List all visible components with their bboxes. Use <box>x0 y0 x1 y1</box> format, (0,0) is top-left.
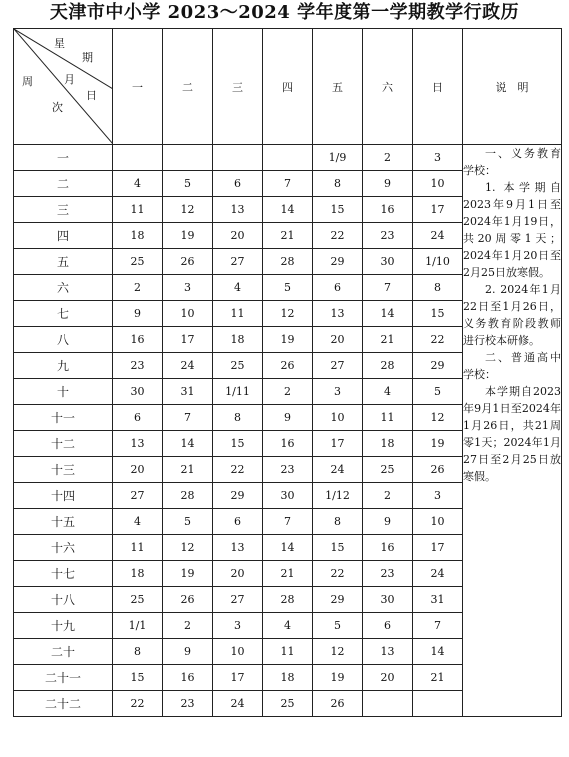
day-cell: 12 <box>163 535 213 561</box>
day-cell: 22 <box>313 223 363 249</box>
day-cell: 18 <box>213 327 263 353</box>
day-cell: 7 <box>263 171 313 197</box>
day-header-fri: 五 <box>313 29 363 145</box>
week-number: 七 <box>14 301 113 327</box>
day-cell: 11 <box>213 301 263 327</box>
notes-header: 说 明 <box>463 29 562 145</box>
day-cell: 6 <box>213 171 263 197</box>
day-cell: 10 <box>313 405 363 431</box>
day-cell: 7 <box>413 613 463 639</box>
diag-label-ri: 日 <box>86 89 97 102</box>
day-cell: 27 <box>113 483 163 509</box>
day-cell: 24 <box>313 457 363 483</box>
notes-section-compulsory: 一、义务教育学校： <box>463 147 561 177</box>
day-cell: 4 <box>213 275 263 301</box>
day-cell: 25 <box>213 353 263 379</box>
day-cell: 2 <box>113 275 163 301</box>
day-cell: 26 <box>163 587 213 613</box>
day-cell: 14 <box>263 535 313 561</box>
day-cell: 19 <box>163 223 213 249</box>
day-cell: 29 <box>313 249 363 275</box>
day-cell <box>263 145 313 171</box>
day-cell: 23 <box>113 353 163 379</box>
day-cell: 17 <box>213 665 263 691</box>
day-cell: 17 <box>413 535 463 561</box>
day-cell: 28 <box>363 353 413 379</box>
diag-label-xing: 星 <box>54 37 65 50</box>
day-cell: 8 <box>313 509 363 535</box>
day-cell: 4 <box>263 613 313 639</box>
day-cell: 5 <box>163 509 213 535</box>
day-cell: 4 <box>113 171 163 197</box>
day-cell: 25 <box>263 691 313 717</box>
day-cell: 19 <box>313 665 363 691</box>
day-cell: 11 <box>113 197 163 223</box>
day-cell: 10 <box>163 301 213 327</box>
day-cell: 16 <box>263 431 313 457</box>
day-cell: 13 <box>313 301 363 327</box>
day-cell: 13 <box>213 535 263 561</box>
day-cell: 21 <box>163 457 213 483</box>
day-cell: 26 <box>413 457 463 483</box>
notes-section-highschool: 二、普通高中学校： <box>463 351 561 381</box>
day-cell: 30 <box>363 587 413 613</box>
day-cell: 28 <box>163 483 213 509</box>
day-cell: 8 <box>413 275 463 301</box>
week-number: 十八 <box>14 587 113 613</box>
day-cell: 1/9 <box>313 145 363 171</box>
day-cell: 13 <box>113 431 163 457</box>
week-number: 十七 <box>14 561 113 587</box>
day-cell: 30 <box>113 379 163 405</box>
day-cell: 19 <box>163 561 213 587</box>
diag-label-yue: 月 <box>64 73 75 86</box>
week-number: 十四 <box>14 483 113 509</box>
day-cell: 4 <box>363 379 413 405</box>
day-cell: 6 <box>213 509 263 535</box>
day-cell: 31 <box>163 379 213 405</box>
day-cell: 23 <box>263 457 313 483</box>
day-header-mon: 一 <box>113 29 163 145</box>
day-cell: 3 <box>313 379 363 405</box>
day-cell: 7 <box>363 275 413 301</box>
calendar-table <box>13 28 562 717</box>
week-number: 四 <box>14 223 113 249</box>
week-row <box>14 145 562 171</box>
week-number: 九 <box>14 353 113 379</box>
day-cell: 18 <box>113 561 163 587</box>
day-cell: 23 <box>163 691 213 717</box>
day-cell <box>163 145 213 171</box>
day-cell: 6 <box>113 405 163 431</box>
diagonal-header-cell <box>14 29 113 145</box>
day-cell: 21 <box>263 561 313 587</box>
day-cell: 24 <box>413 561 463 587</box>
week-number: 十六 <box>14 535 113 561</box>
day-cell: 23 <box>363 561 413 587</box>
day-cell: 10 <box>213 639 263 665</box>
day-cell: 21 <box>413 665 463 691</box>
day-cell: 30 <box>363 249 413 275</box>
day-cell: 18 <box>363 431 413 457</box>
day-cell <box>363 691 413 717</box>
page-title: 天津市中小学 2023～2024 学年度第一学期教学行政历 <box>49 2 520 23</box>
week-number: 二 <box>14 171 113 197</box>
day-cell <box>113 145 163 171</box>
day-cell: 17 <box>413 197 463 223</box>
day-cell: 16 <box>363 197 413 223</box>
day-cell: 16 <box>113 327 163 353</box>
day-cell: 20 <box>313 327 363 353</box>
day-cell: 29 <box>413 353 463 379</box>
day-cell: 16 <box>363 535 413 561</box>
day-header-wed: 三 <box>213 29 263 145</box>
day-cell: 19 <box>263 327 313 353</box>
week-number: 十一 <box>14 405 113 431</box>
day-cell: 9 <box>363 509 413 535</box>
day-cell: 3 <box>213 613 263 639</box>
day-cell: 3 <box>413 483 463 509</box>
day-cell: 5 <box>163 171 213 197</box>
day-cell: 17 <box>313 431 363 457</box>
day-cell: 20 <box>363 665 413 691</box>
week-number: 十 <box>14 379 113 405</box>
day-cell: 22 <box>213 457 263 483</box>
day-cell: 4 <box>113 509 163 535</box>
notes-cell <box>463 145 562 717</box>
day-header-sat: 六 <box>363 29 413 145</box>
week-number: 二十一 <box>14 665 113 691</box>
day-cell: 2 <box>263 379 313 405</box>
day-cell: 20 <box>213 223 263 249</box>
day-cell: 18 <box>263 665 313 691</box>
day-cell: 5 <box>263 275 313 301</box>
day-cell: 21 <box>363 327 413 353</box>
day-cell: 6 <box>363 613 413 639</box>
day-cell: 8 <box>113 639 163 665</box>
day-cell: 8 <box>213 405 263 431</box>
day-cell: 10 <box>413 171 463 197</box>
week-number: 十二 <box>14 431 113 457</box>
diag-label-qi: 期 <box>82 51 93 64</box>
day-cell: 9 <box>363 171 413 197</box>
day-cell: 26 <box>263 353 313 379</box>
week-number: 二十二 <box>14 691 113 717</box>
day-cell: 27 <box>213 587 263 613</box>
day-cell: 12 <box>413 405 463 431</box>
day-cell: 15 <box>313 197 363 223</box>
day-cell: 9 <box>163 639 213 665</box>
day-cell: 2 <box>363 145 413 171</box>
day-cell: 13 <box>363 639 413 665</box>
day-cell: 16 <box>163 665 213 691</box>
day-cell: 14 <box>363 301 413 327</box>
week-number: 八 <box>14 327 113 353</box>
day-cell: 11 <box>363 405 413 431</box>
day-cell: 10 <box>413 509 463 535</box>
week-number: 五 <box>14 249 113 275</box>
day-cell: 22 <box>113 691 163 717</box>
notes-item-teacher-training: 2. 2024年1月22日至1月26日，义务教育阶段教师进行校本研修。 <box>463 283 561 347</box>
week-number: 一 <box>14 145 113 171</box>
day-cell: 11 <box>263 639 313 665</box>
day-cell: 14 <box>163 431 213 457</box>
day-cell: 22 <box>313 561 363 587</box>
week-number: 三 <box>14 197 113 223</box>
day-cell: 1/1 <box>113 613 163 639</box>
day-cell: 12 <box>313 639 363 665</box>
header-row <box>14 29 562 145</box>
day-cell: 29 <box>213 483 263 509</box>
day-cell: 14 <box>413 639 463 665</box>
day-cell: 15 <box>113 665 163 691</box>
day-cell: 20 <box>113 457 163 483</box>
day-header-thu: 四 <box>263 29 313 145</box>
day-cell: 15 <box>213 431 263 457</box>
day-cell <box>213 145 263 171</box>
day-cell: 13 <box>213 197 263 223</box>
day-cell: 26 <box>163 249 213 275</box>
day-cell: 5 <box>313 613 363 639</box>
day-cell: 1/11 <box>213 379 263 405</box>
day-cell: 3 <box>163 275 213 301</box>
day-cell: 25 <box>363 457 413 483</box>
day-cell: 7 <box>263 509 313 535</box>
day-cell: 12 <box>163 197 213 223</box>
day-cell: 14 <box>263 197 313 223</box>
day-cell: 15 <box>413 301 463 327</box>
day-header-tue: 二 <box>163 29 213 145</box>
day-cell: 2 <box>363 483 413 509</box>
day-cell: 9 <box>263 405 313 431</box>
day-cell: 21 <box>263 223 313 249</box>
day-cell: 7 <box>163 405 213 431</box>
day-cell: 1/12 <box>313 483 363 509</box>
week-number: 十九 <box>14 613 113 639</box>
day-cell: 6 <box>313 275 363 301</box>
week-number: 十五 <box>14 509 113 535</box>
day-cell: 25 <box>113 249 163 275</box>
week-number: 六 <box>14 275 113 301</box>
calendar-body <box>14 145 562 717</box>
day-cell: 31 <box>413 587 463 613</box>
day-cell: 1/10 <box>413 249 463 275</box>
day-cell: 24 <box>413 223 463 249</box>
diag-label-zhou: 周 <box>22 75 33 88</box>
day-cell: 23 <box>363 223 413 249</box>
day-cell: 29 <box>313 587 363 613</box>
day-cell: 20 <box>213 561 263 587</box>
day-cell: 27 <box>213 249 263 275</box>
week-number: 十三 <box>14 457 113 483</box>
day-cell: 18 <box>113 223 163 249</box>
notes-item-compulsory-term: 1. 本学期自2023年9月1日至2024年1月19日，共20周零1天；2024年1月20日至2月25日放寒假。 <box>463 181 561 279</box>
diag-label-ci: 次 <box>52 101 63 114</box>
day-cell: 12 <box>263 301 313 327</box>
week-number: 二十 <box>14 639 113 665</box>
day-cell: 22 <box>413 327 463 353</box>
day-cell: 27 <box>313 353 363 379</box>
day-cell: 26 <box>313 691 363 717</box>
day-cell: 9 <box>113 301 163 327</box>
day-cell: 8 <box>313 171 363 197</box>
day-cell: 15 <box>313 535 363 561</box>
day-cell: 24 <box>213 691 263 717</box>
day-cell: 24 <box>163 353 213 379</box>
day-cell: 28 <box>263 587 313 613</box>
day-cell: 11 <box>113 535 163 561</box>
day-header-sun: 日 <box>413 29 463 145</box>
day-cell: 30 <box>263 483 313 509</box>
day-cell: 17 <box>163 327 213 353</box>
day-cell <box>413 691 463 717</box>
notes-item-highschool-term: 本学期自2023年9月1日至2024年1月26日，共21周零1天；2024年1月27日至2月25日放寒假。 <box>463 385 561 483</box>
day-cell: 19 <box>413 431 463 457</box>
day-cell: 2 <box>163 613 213 639</box>
day-cell: 3 <box>413 145 463 171</box>
day-cell: 5 <box>413 379 463 405</box>
day-cell: 25 <box>113 587 163 613</box>
day-cell: 28 <box>263 249 313 275</box>
